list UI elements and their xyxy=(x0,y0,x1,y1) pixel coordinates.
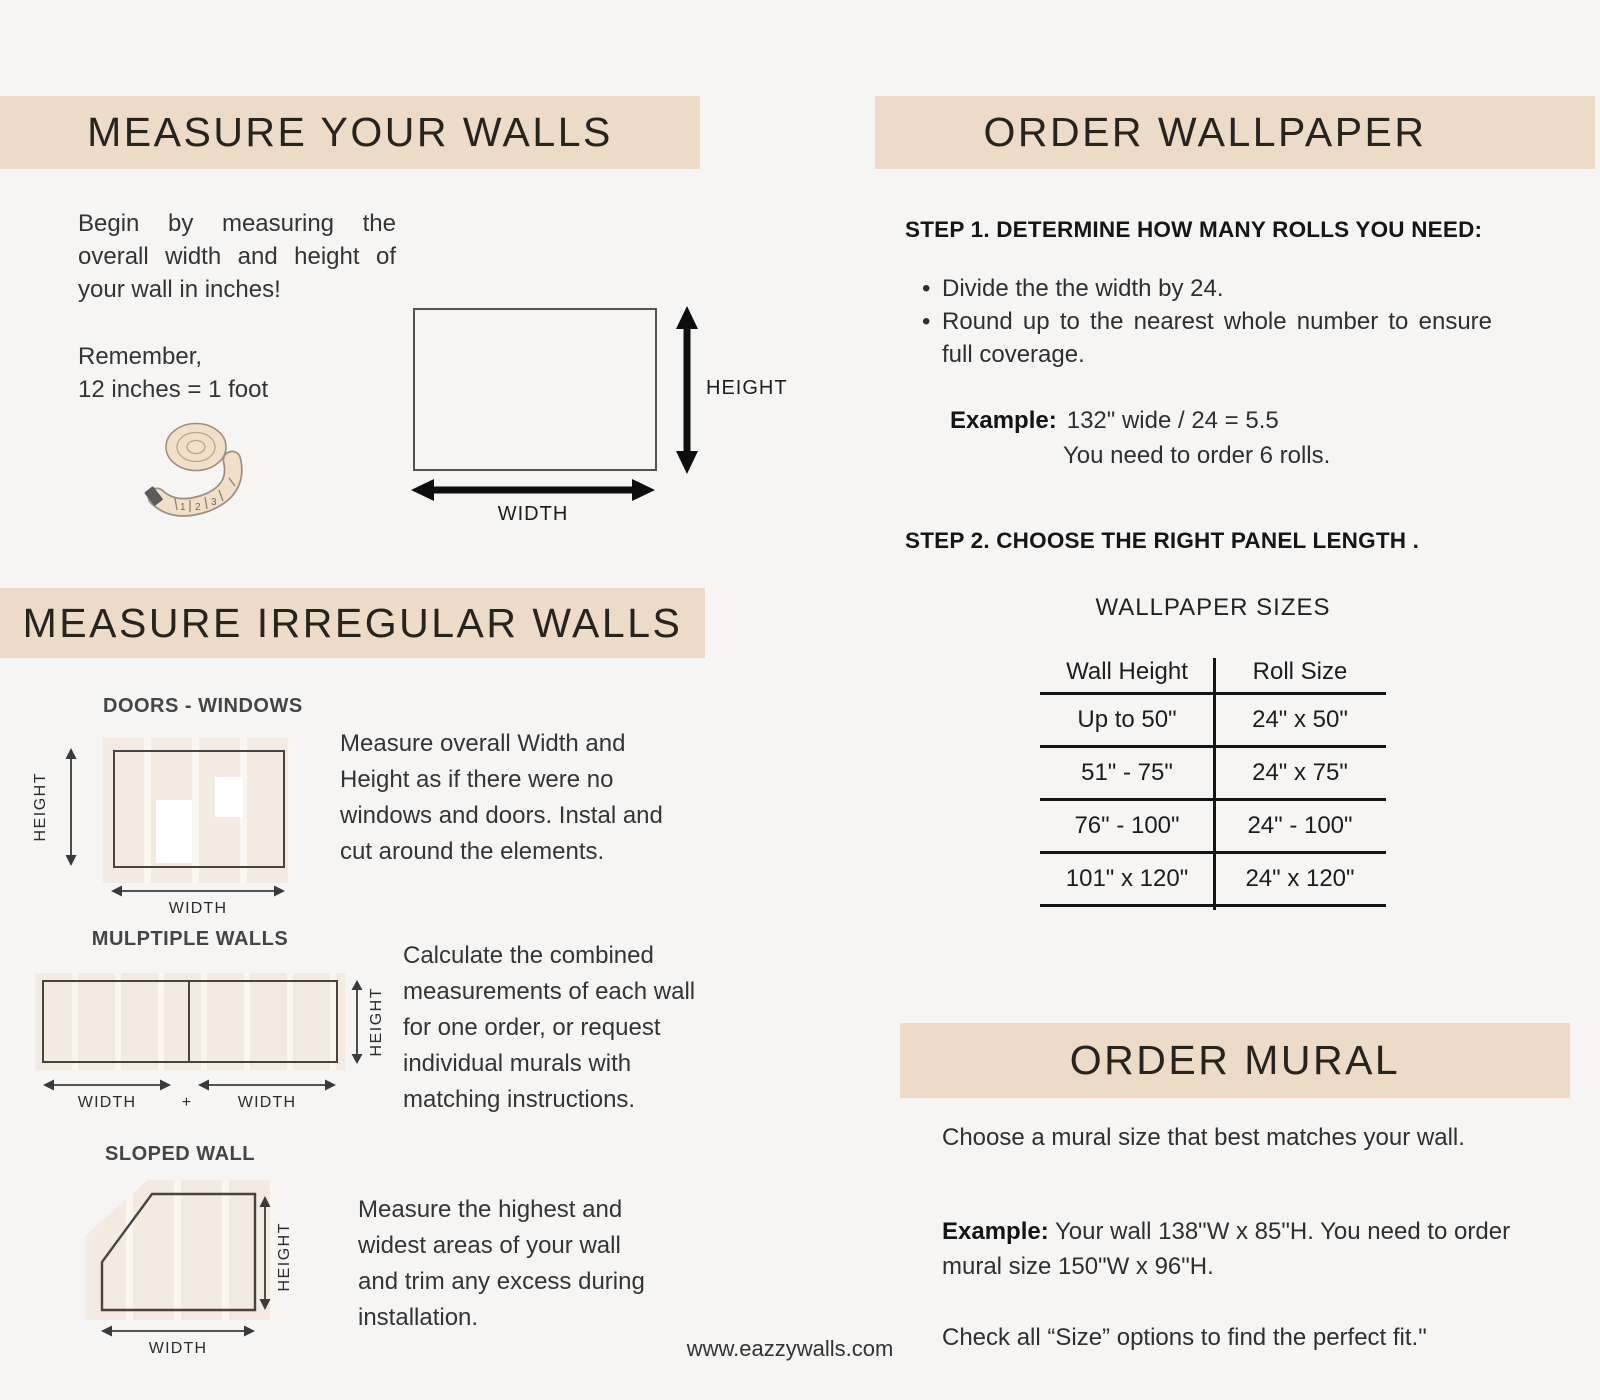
table-header-roll-size: Roll Size xyxy=(1252,658,1348,685)
section-title-order-wallpaper: ORDER WALLPAPER xyxy=(983,109,1427,155)
sloped-height-label: HEIGHT xyxy=(276,1222,293,1292)
tape-measure-icon xyxy=(142,418,266,518)
bullet-round-up: • Round up to the nearest whole number to ensure full coverage. xyxy=(920,305,1492,371)
table-cell-roll-size: 24" x 50" xyxy=(1252,706,1348,733)
sloped-width-label: WIDTH xyxy=(148,1340,208,1357)
doors-windows-text: Measure overall Width and Height as if there were no windows and doors. Instal and cut around the elements. xyxy=(340,730,663,865)
remember-line-2: 12 inches = 1 foot xyxy=(78,376,269,403)
sloped-wall-label: SLOPED WALL xyxy=(105,1143,255,1165)
bullet-divide-width: • Divide the the width by 24. xyxy=(920,272,1492,305)
wallpaper-sizes-title: WALLPAPER SIZES xyxy=(1095,594,1331,621)
step1-example-line2: You need to order 6 rolls. xyxy=(1063,442,1331,469)
mural-intro-text: Choose a mural size that best matches your wall. xyxy=(942,1124,1465,1151)
height-label: HEIGHT xyxy=(706,377,788,399)
multiple-walls-outline xyxy=(42,980,338,1063)
mural-example-body: Your wall 138"W x 85"H. You need to order mural size 150"W x 96"H. xyxy=(942,1218,1511,1280)
multiple-height-label: HEIGHT xyxy=(368,987,385,1057)
table-cell-roll-size: 24" x 75" xyxy=(1252,759,1348,786)
multiple-height-arrow-icon xyxy=(350,980,364,1064)
multiple-width-label-left: WIDTH xyxy=(77,1094,137,1111)
doors-height-arrow-icon xyxy=(64,748,78,866)
tape-number-1: 1 xyxy=(180,502,186,513)
step1-example-line1 xyxy=(950,407,1279,435)
tape-number-3: 3 xyxy=(211,497,217,508)
door-shape xyxy=(156,800,192,863)
wall-diagram-rectangle xyxy=(413,308,657,471)
doors-height-label: HEIGHT xyxy=(32,772,49,842)
mural-example-label: Example: xyxy=(942,1218,1049,1245)
mural-example-text xyxy=(942,1214,1514,1284)
section-band-order-wallpaper xyxy=(875,96,1595,169)
multiple-walls-divider xyxy=(188,980,190,1063)
step1-bullet-list xyxy=(920,272,1492,371)
section-title-order-mural: ORDER MURAL xyxy=(1069,1037,1401,1083)
table-cell-wall-height: Up to 50" xyxy=(1077,706,1177,733)
example-calculation: 132" wide / 24 = 5.5 xyxy=(1066,407,1279,434)
table-cell-wall-height: 101" x 120" xyxy=(1065,865,1189,892)
doors-width-arrow-icon xyxy=(111,884,285,898)
multiple-width-arrow-right-icon xyxy=(198,1078,336,1092)
measure-intro-text: Begin by measuring the overall width and height of your wall in inches! xyxy=(78,210,396,303)
table-cell-roll-size: 24" - 100" xyxy=(1247,812,1353,839)
example-label: Example: xyxy=(950,407,1057,434)
width-label: WIDTH xyxy=(497,503,569,525)
mural-size-note: Check all “Size” options to find the perfect fit." xyxy=(942,1324,1427,1351)
remember-line-1: Remember, xyxy=(78,343,203,370)
tape-number-2: 2 xyxy=(195,502,201,513)
sloped-height-arrow-icon xyxy=(258,1196,272,1310)
table-header-wall-height: Wall Height xyxy=(1066,658,1188,685)
step2-heading: STEP 2. CHOOSE THE RIGHT PANEL LENGTH . xyxy=(905,528,1420,553)
window-shape xyxy=(215,777,243,817)
section-title-measure-your-walls: MEASURE YOUR WALLS xyxy=(87,109,613,155)
table-column-divider xyxy=(1213,658,1216,910)
table-cell-wall-height: 51" - 75" xyxy=(1081,759,1173,786)
section-band-measure-irregular-walls xyxy=(0,588,705,658)
multiple-width-label-right: WIDTH xyxy=(237,1094,297,1111)
multiple-walls-label: MULPTIPLE WALLS xyxy=(91,928,289,950)
website-url: www.eazzywalls.com xyxy=(686,1336,894,1361)
table-cell-roll-size: 24" x 120" xyxy=(1245,865,1355,892)
sloped-wall-outline xyxy=(100,1192,257,1312)
sloped-wall-text: Measure the highest and widest areas of your wall and trim any excess during installation. xyxy=(358,1196,645,1331)
table-cell-wall-height: 76" - 100" xyxy=(1074,812,1180,839)
section-band-order-mural xyxy=(900,1023,1570,1098)
multiple-plus-sign: + xyxy=(181,1094,193,1111)
height-arrow-icon xyxy=(672,305,702,475)
step1-heading: STEP 1. DETERMINE HOW MANY ROLLS YOU NEED: xyxy=(905,217,1483,242)
multiple-width-arrow-left-icon xyxy=(43,1078,171,1092)
doors-width-label: WIDTH xyxy=(168,900,228,917)
sloped-width-arrow-icon xyxy=(101,1324,255,1338)
section-band-measure-your-walls xyxy=(0,96,700,169)
doors-windows-label: DOORS - WINDOWS xyxy=(103,695,303,717)
multiple-walls-text: Calculate the combined measurements of each wall for one order, or request individual murals with matching instructions. xyxy=(403,942,696,1113)
section-title-measure-irregular-walls: MEASURE IRREGULAR WALLS xyxy=(22,599,683,646)
wallpaper-size-table xyxy=(1040,652,1386,907)
width-arrow-icon xyxy=(410,475,656,505)
doors-windows-wall-outline xyxy=(113,750,285,868)
